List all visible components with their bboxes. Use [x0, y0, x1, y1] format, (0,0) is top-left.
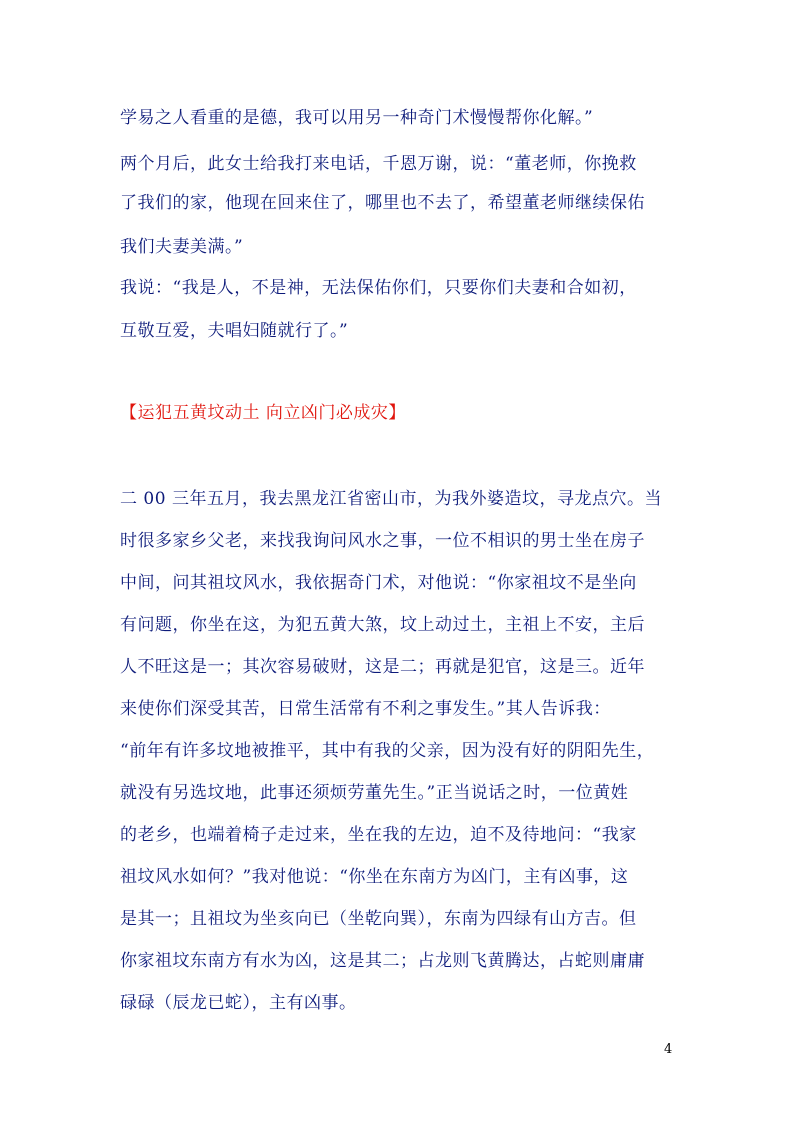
paragraph-line: 两个月后，此女士给我打来电话，千恩万谢，说：“董老师，你挽救	[120, 154, 637, 174]
paragraph-line: 我说：“我是人，不是神，无法保佑你们，只要你们夫妻和合如初，	[120, 278, 637, 298]
section-title: 【运犯五黄坟动土 向立凶门必成灾】	[120, 403, 406, 423]
paragraph-line: 二 00 三年五月，我去黑龙江省密山市，为我外婆造坟，寻龙点穴。当	[120, 489, 662, 509]
paragraph-line: 你家祖坟东南方有水为凶，这是其二；占龙则飞黄腾达，占蛇则庸庸	[120, 951, 645, 971]
paragraph-line: 的老乡，也端着椅子走过来，坐在我的左边，迫不及待地问：“我家	[120, 825, 637, 845]
paragraph-line: 中间，问其祖坟风水，我依据奇门术，对他说：“你家祖坟不是坐向	[120, 573, 637, 593]
paragraph-line: 互敬互爱，夫唱妇随就行了。”	[120, 321, 349, 341]
paragraph-line: “前年有许多坟地被推平，其中有我的父亲，因为没有好的阴阳先生，	[120, 741, 655, 761]
paragraph-line: 有问题，你坐在这，为犯五黄大煞，坟上动过土，主祖上不安，主后	[120, 615, 645, 635]
paragraph-line: 碌碌（辰龙已蛇），主有凶事。	[120, 993, 357, 1013]
paragraph-line: 学易之人看重的是德，我可以用另一种奇门术慢慢帮你化解。”	[120, 108, 594, 128]
paragraph-line: 了我们的家，他现在回来住了，哪里也不去了，希望董老师继续保佑	[120, 193, 645, 213]
page-number: 4	[664, 1042, 673, 1057]
paragraph-line: 祖坟风水如何？”我对他说：“你坐在东南方为凶门，主有凶事，这	[120, 867, 629, 887]
paragraph-line: 就没有另选坟地，此事还须烦劳董先生。”正当说话之时，一位黄姓	[120, 783, 629, 803]
paragraph-line: 来使你们深受其苦，日常生活常有不利之事发生。”其人告诉我：	[120, 699, 611, 719]
paragraph-line: 时很多家乡父老，来找我询问风水之事，一位不相识的男士坐在房子	[120, 531, 645, 551]
paragraph-line: 人不旺这是一；其次容易破财，这是二；再就是犯官，这是三。近年	[120, 657, 645, 677]
paragraph-line: 我们夫妻美满。”	[120, 237, 244, 257]
paragraph-line: 是其一；且祖坟为坐亥向已（坐乾向巽），东南为四绿有山方吉。但	[120, 909, 637, 929]
